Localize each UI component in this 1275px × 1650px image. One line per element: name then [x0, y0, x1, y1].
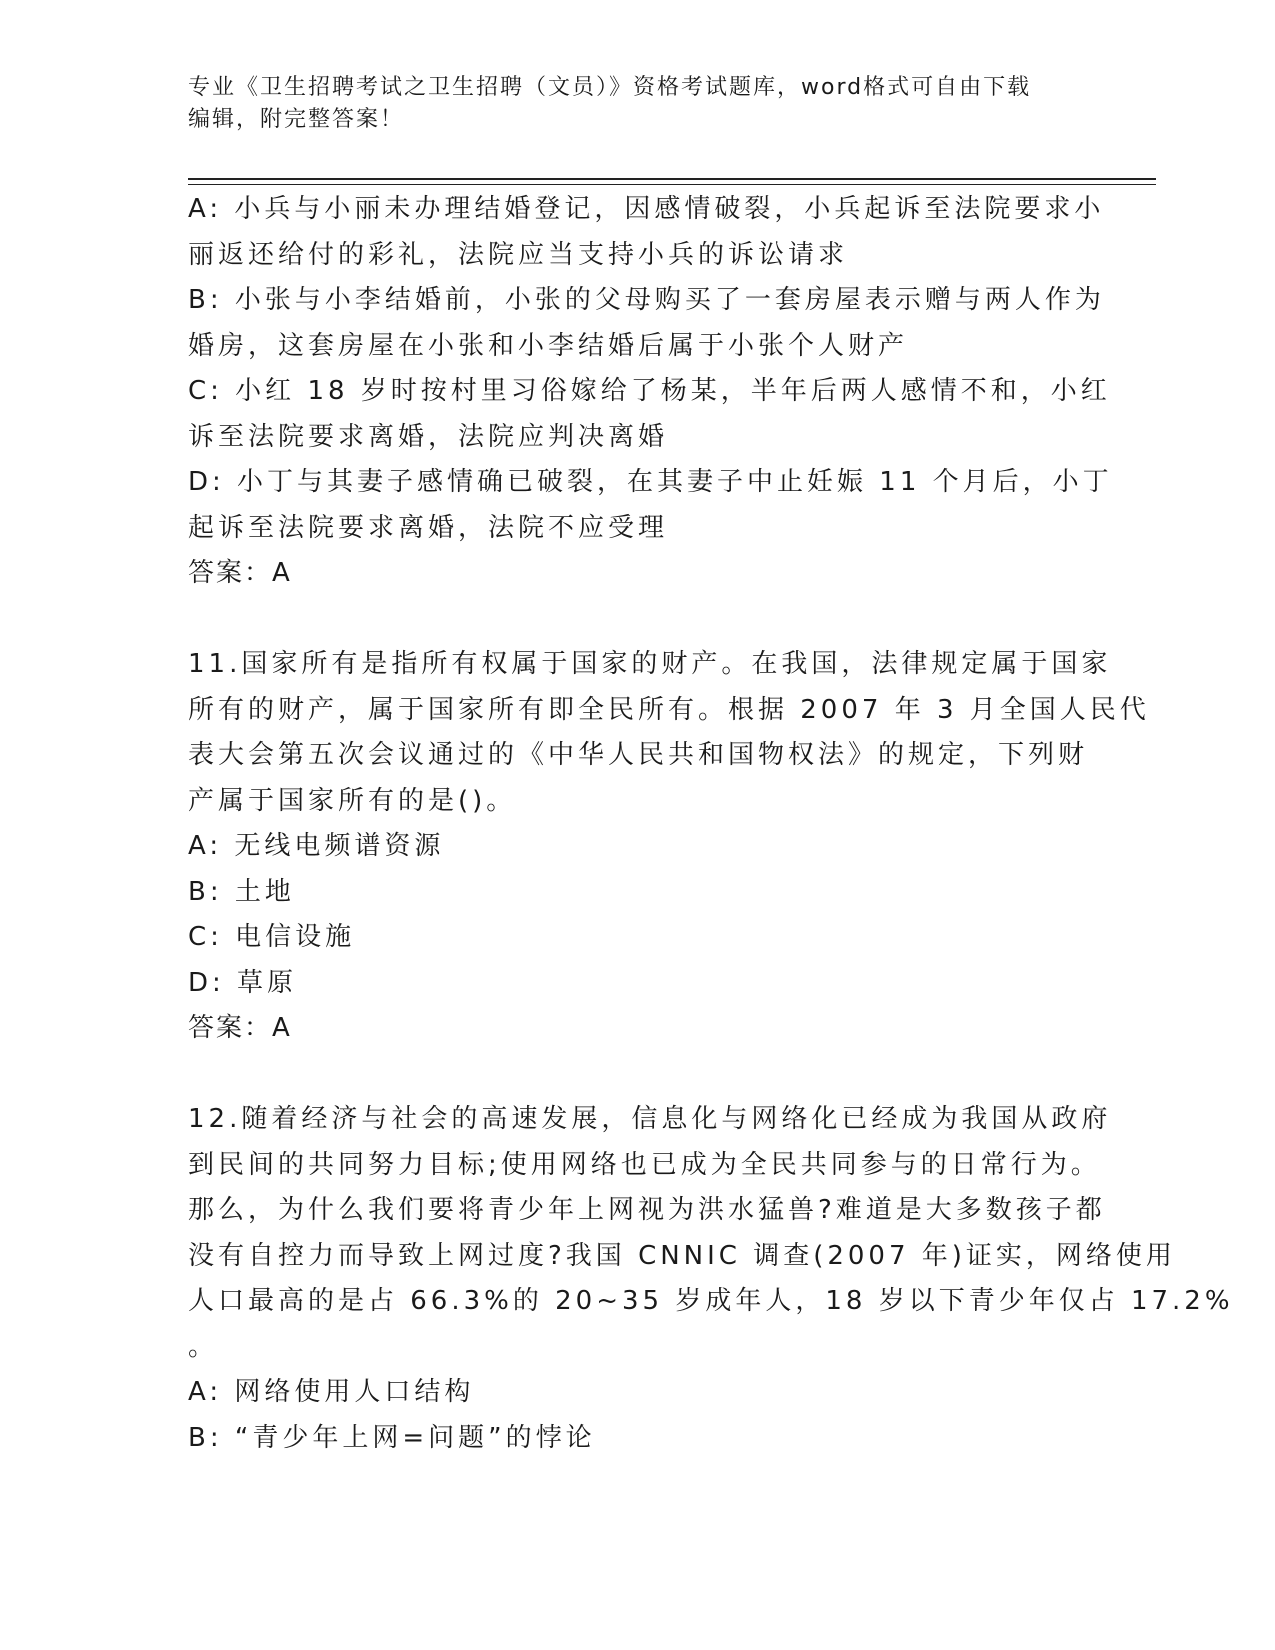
document-body: [188, 187, 1234, 1461]
header-line-2: 编辑，附完整答案！: [188, 107, 405, 132]
question-12: [188, 1097, 1234, 1461]
q10-answer: 答案：A: [188, 558, 292, 588]
q10-option-c-line-2: 诉至法院要求离婚，法院应判决离婚: [188, 421, 669, 452]
q12-stem-line-5: 人口最高的是占 66.3%的 20~35 岁成年人，18 岁以下青少年仅占 17.2%: [188, 1286, 1234, 1316]
q12-option-a: A: 网络使用人口结构: [188, 1377, 475, 1407]
document-header: [188, 72, 1088, 136]
q10-option-c-line-1: C: 小红 18 岁时按村里习俗嫁给了杨某，半年后两人感情不和，小红: [188, 376, 1111, 406]
q11-stem-line-2: 所有的财产，属于国家所有即全民所有。根据 2007 年 3 月全国人民代: [188, 694, 1150, 725]
q10-option-b-line-2: 婚房，这套房屋在小张和小李结婚后属于小张个人财产: [188, 330, 909, 361]
q11-stem-line-3: 表大会第五次会议通过的《中华人民共和国物权法》的规定，下列财: [188, 740, 1089, 770]
q11-answer: 答案：A: [188, 1013, 292, 1043]
question-10: [188, 187, 1113, 597]
q12-option-b: B: “青少年上网=问题”的悖论: [188, 1422, 596, 1453]
q10-option-b-line-1: B: 小张与小李结婚前，小张的父母购买了一套房屋表示赠与两人作为: [188, 285, 1105, 315]
q11-option-d: D: 草原: [188, 967, 298, 998]
question-11: [188, 642, 1150, 1052]
q12-stem-line-3: 那么，为什么我们要将青少年上网视为洪水猛兽?难道是大多数孩子都: [188, 1195, 1106, 1225]
q11-stem-line-1: 11.国家所有是指所有权属于国家的财产。在我国，法律规定属于国家: [188, 649, 1112, 679]
q11-option-b: B: 土地: [188, 876, 295, 907]
q11-stem-line-4: 产属于国家所有的是()。: [188, 785, 517, 816]
q10-option-a-line-1: A: 小兵与小丽未办理结婚登记，因感情破裂，小兵起诉至法院要求小: [188, 194, 1105, 224]
q12-stem-line-4: 没有自控力而导致上网过度?我国 CNNIC 调查(2007 年)证实，网络使用: [188, 1240, 1176, 1271]
header-rule-thin: [188, 184, 1156, 185]
q10-option-a-line-2: 丽返还给付的彩礼，法院应当支持小兵的诉讼请求: [188, 239, 849, 270]
q10-option-d-line-1: D: 小丁与其妻子感情确已破裂，在其妻子中止妊娠 11 个月后，小丁: [188, 467, 1113, 497]
header-line-1: 专业《卫生招聘考试之卫生招聘（文员）》资格考试题库，word格式可自由下载: [188, 75, 1032, 100]
spacer: [188, 597, 1088, 643]
header-rule-thick: [188, 178, 1156, 180]
q12-stem-line-1: 12.随着经济与社会的高速发展，信息化与网络化已经成为我国从政府: [188, 1104, 1112, 1134]
q11-option-a: A: 无线电频谱资源: [188, 831, 445, 861]
q11-option-c: C: 电信设施: [188, 922, 356, 952]
q10-option-d-line-2: 起诉至法院要求离婚，法院不应受理: [188, 512, 669, 543]
spacer: [188, 1052, 1088, 1098]
q12-stem-line-2: 到民间的共同努力目标;使用网络也已成为全民共同参与的日常行为。: [188, 1149, 1101, 1180]
q12-stem-line-6: 。: [188, 1331, 219, 1362]
